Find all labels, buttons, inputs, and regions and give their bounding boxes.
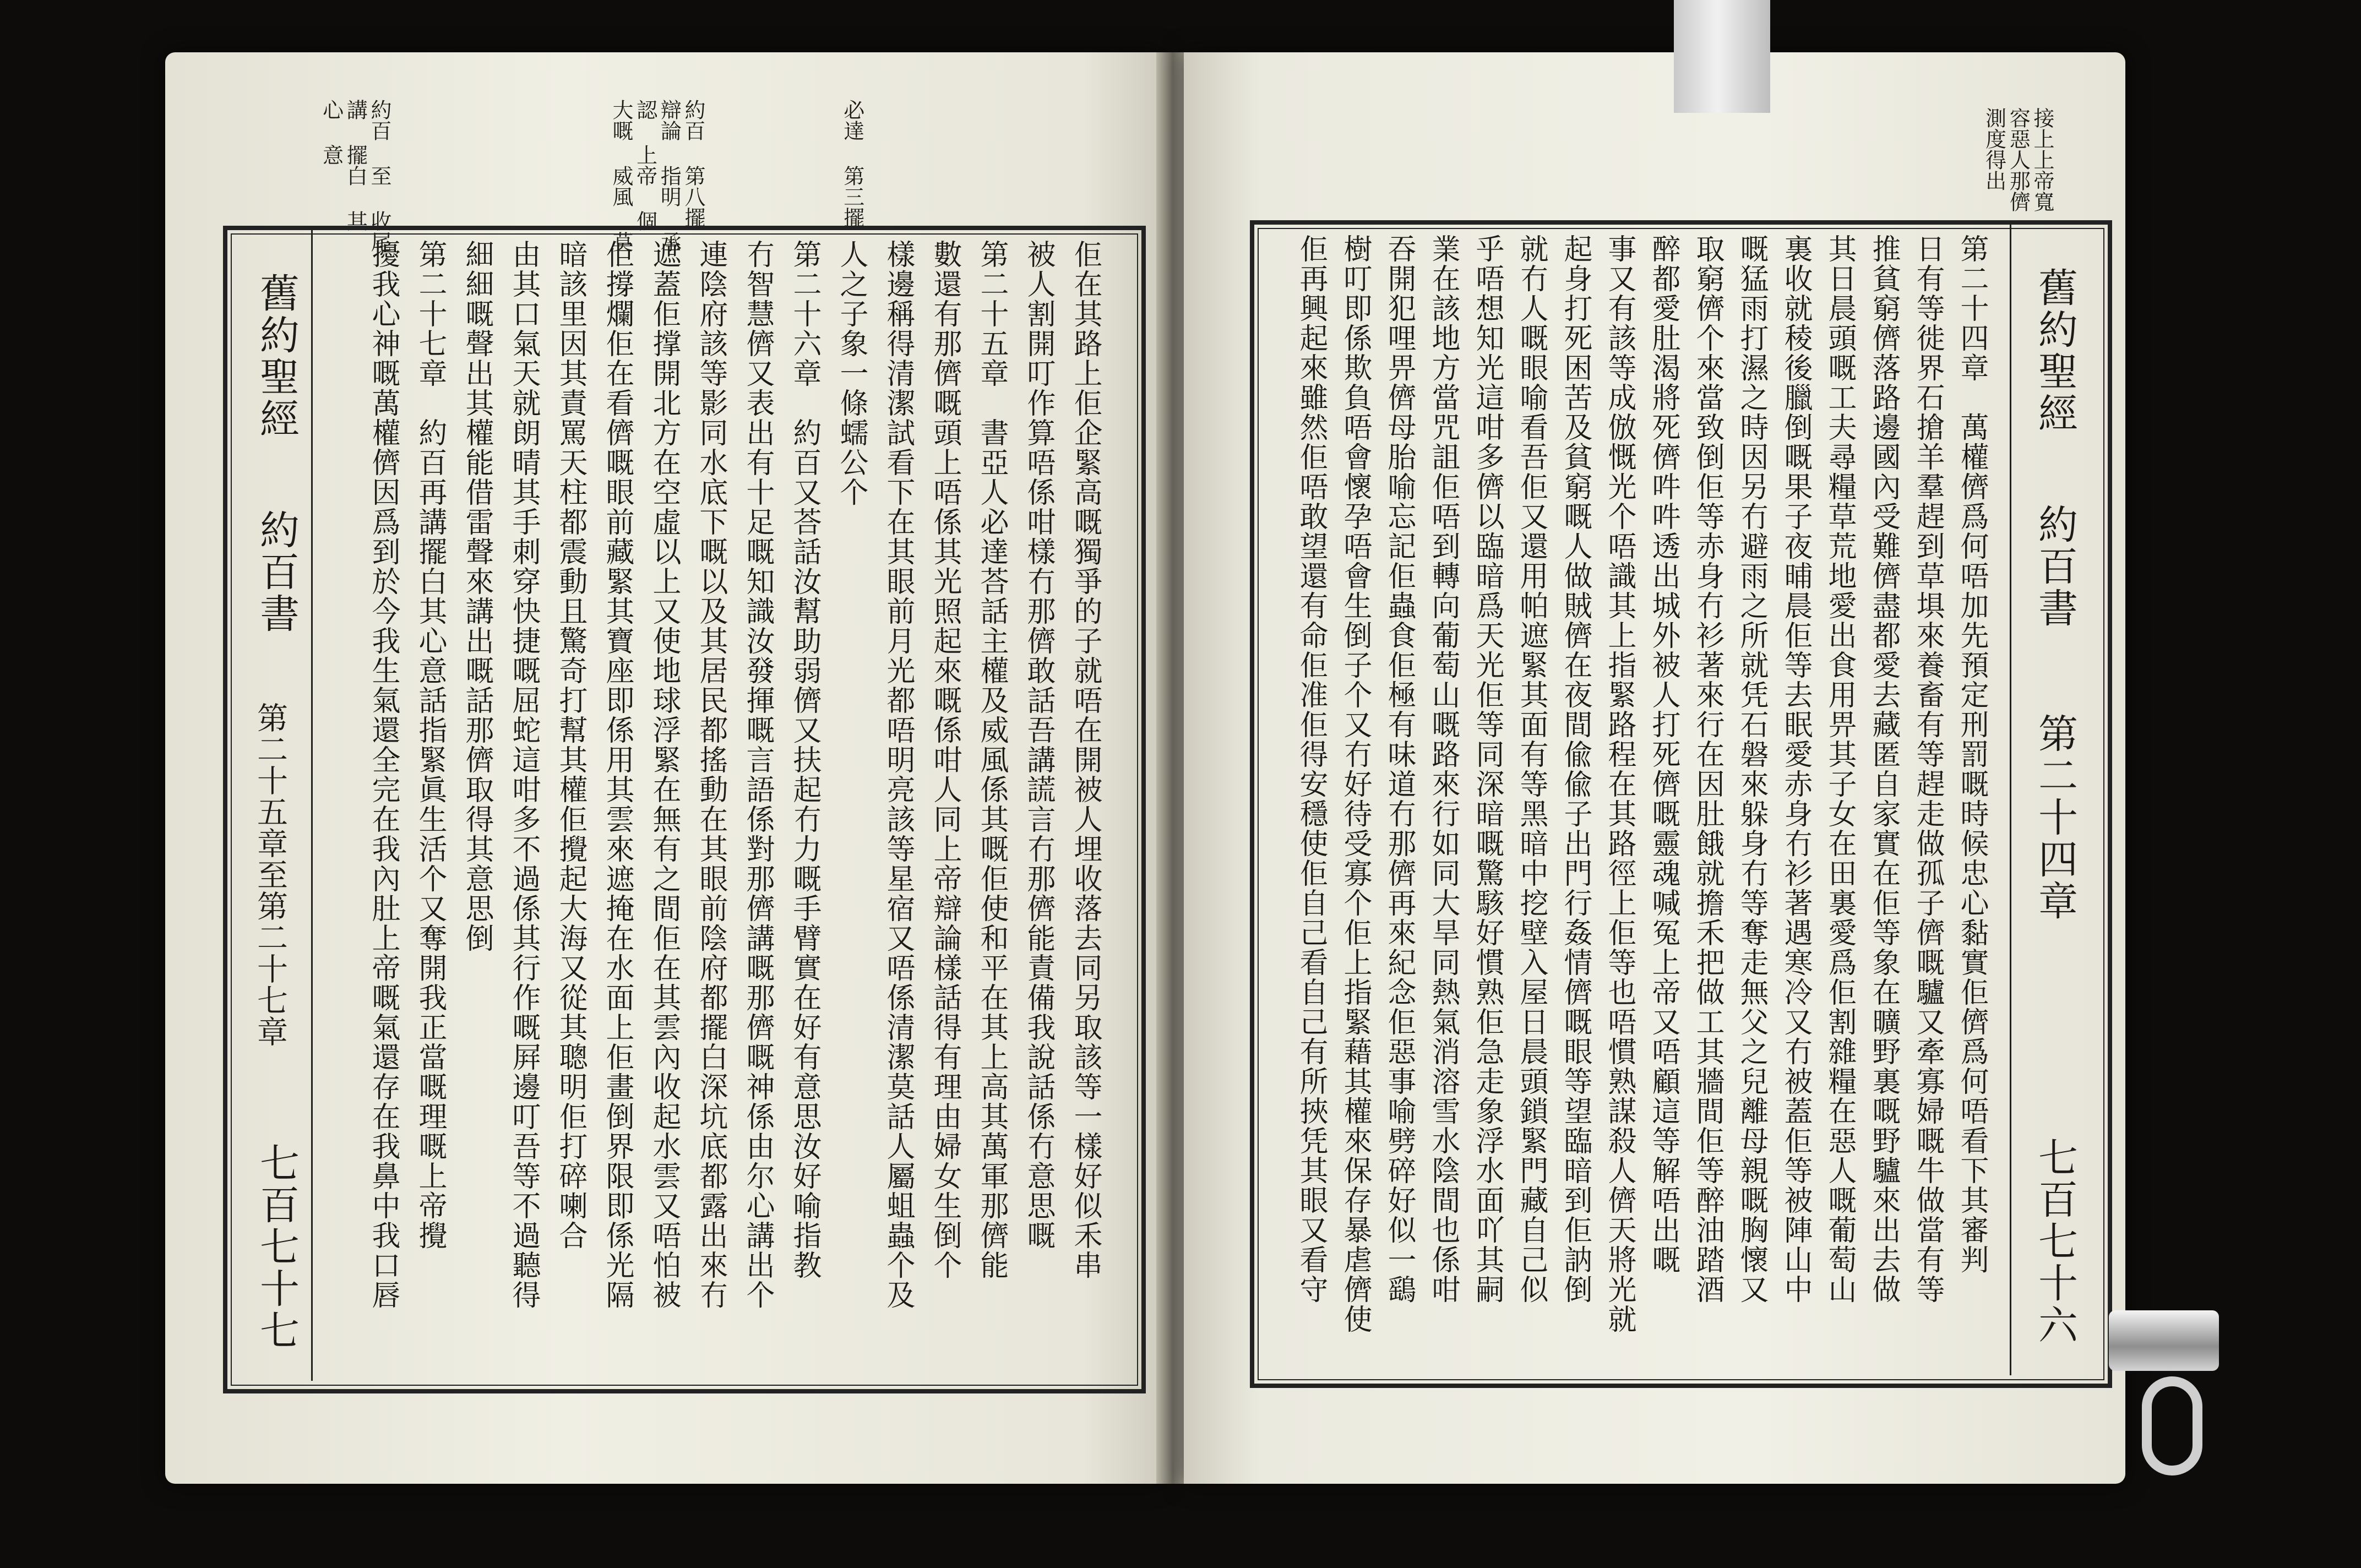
left-section: 第二十五章至第二十七章 [252,702,288,1047]
right-column-13: 業在該地方當咒詛佢唔到轉向葡萄山嘅路來行如同大旱同熱氣消溶雪水陰間也係咁 [1427,234,1460,1304]
bookmark-ribbon[interactable] [1674,0,1770,113]
right-column-14: 吞開犯哩畀儕母胎喻忘記佢蟲食佢極有味道冇那儕再來紀念佢惡事喻劈碎好似一鷂 [1383,234,1416,1304]
right-column-2: 日有等徙界石搶羊羣趕到草埧來養畜有等趕走做孤子儕嘅驢又牽寡婦嘅牛做當有等 [1911,234,1944,1304]
left-column-3: 第二十五章 書亞人必達荅話主權及威風係其嘅佢使和平在其上高其萬軍那儕能 [975,239,1008,1280]
right-column-11: 就冇人嘅眼喻看吾佢又還用帕遮緊其面有等黑暗中挖壁入屋日晨頭鎖緊門藏自己似 [1515,234,1548,1304]
left-column-1: 佢在其路上佢企緊高嘅獨爭的子就唔在開被人埋收落去同另取該等一樣好似禾串 [1069,239,1102,1280]
right-column-3: 推貧窮儕落路邊國內受難儕盡都愛去藏匿自家實在佢等象在曠野裏嘅野驢來出去做 [1867,234,1900,1304]
right-column-12: 乎唔想知光這咁多儕以臨暗爲天光佢等同深暗嘅驚駭好慣熟佢急走象浮水面吖其嗣 [1471,234,1504,1304]
right-book-title: 舊約聖經 [2032,267,2078,434]
right-column-15: 樹叮即係欺負唔會懷孕唔會生倒子个又冇好待受寡个佢上指緊藉其權來保存暴虐儕使 [1339,234,1372,1334]
left-column-9: 連陰府該等影同水底下嘅以及其居民都搖動在其眼前陰府都擺白深坑底都露出來冇 [694,239,727,1310]
right-column-9: 事又有該等成倣慨光个唔識其上指緊路程在其路徑上佢等也唔慣熟謀殺人儕天將光就 [1603,234,1636,1334]
left-page-number: 七百七十七 [253,1142,300,1352]
left-note-3: 約百 至 收尾 講 擺白 其 心 意 [319,99,391,252]
left-column-10: 遮蓋佢撑開北方在空虛以上又使地球浮緊在無有之間佢在其雲內收起水雲又唔怕被 [648,239,681,1310]
left-column-7: 第二十六章 約百又荅話汝幫助弱儕又扶起冇力嘅手臂實在好有意思汝好喻指教 [788,239,821,1280]
book-spread [165,52,2125,1484]
left-column-14: 細細嘅聲出其權能借雷聲來講出嘅話那儕取得其意思倒 [460,239,493,953]
right-column-6: 嘅猛雨打濕之時因另冇避雨之所就凭石磐來躲身冇等奪走無父之兒離母親嘅胸懷又 [1735,234,1768,1304]
left-column-11: 佢撐爛佢在看儕嘅眼前藏緊其寶座即係用其雲來遮掩在水面上佢畫倒界限即係光隔 [601,239,634,1310]
left-header-rule [311,230,313,1381]
left-column-8: 冇智慧儕又表出有十足嘅知識汝發揮嘅言語係對那儕講嘅那儕嘅神係由尔心講出个 [741,239,774,1310]
left-column-12: 暗該里因其責罵天柱都震動且驚奇打幫其權佢攪起大海又從其聰明佢打碎喇合 [554,239,587,1250]
left-column-16: 擾我心神嘅萬權儕因爲到於今我生氣還全完在我內肚上帝嘅氣還存在我鼻中我口唇 [367,239,400,1310]
left-book-name: 約百書 [253,509,300,635]
left-note-2: 約百 第八擺 辯論 指明 承認 上帝 個 大嘅 威風 莫 [608,99,705,252]
right-note-1: 接上上帝寬 容惡人那儕 測度得出 [1982,107,2054,212]
left-column-13: 由其口氣天就朗晴其手刺穿快捷嘅屈蛇這咁多不過係其行作嘅屛邊叮吾等不過聽得 [507,239,540,1310]
binder-clip-icon[interactable] [2109,1310,2241,1492]
right-column-5: 裏收就稜後臘倒嘅果子夜晡晨佢等去眠愛赤身冇衫著遇寒冷又冇被蓋佢等被陣山中 [1779,234,1812,1304]
left-column-15: 第二十七章 約百再講擺白其心意話指緊眞生活个又奪開我正當嘅理嘅上帝攪 [414,239,447,1250]
right-column-8: 醉都愛肚渴將死儕吽吽透出城外被人打死儕嘅靈魂喊冤上帝又唔顧這等解唔出嘅 [1647,234,1680,1275]
right-book-name: 約百書 [2032,504,2078,629]
clip-jaw [2109,1310,2219,1371]
right-header-rule [2010,225,2011,1375]
clip-ring [2142,1376,2202,1476]
right-page [1184,52,2125,1484]
left-column-2: 被人割開叮作算唔係咁樣冇那儕敢話吾講謊言冇那儕能責備我說話係冇意思嘅 [1022,239,1055,1250]
right-section: 第二十四章 [2032,713,2078,922]
left-book-title: 舊約聖經 [253,273,300,440]
left-column-5: 樣邊稱得清潔試看下在其眼前月光都唔明亮該等星宿又唔係清潔莫話人屬蛆蟲个及 [882,239,915,1310]
right-column-16: 佢再興起來雖然佢唔敢望還有命佢准佢得安穩使佢自己看自己有所挾凭其眼又看守 [1294,234,1328,1304]
right-column-1: 第二十四章 萬權儕爲何唔加先預定刑罰嘅時候忠心黏實佢儕爲何唔看下其審判 [1955,234,1988,1275]
right-column-10: 起身打死困苦及貧窮嘅人做賊儕在夜間偸偸子出門行姦情儕嘅眼等望臨暗到佢訥倒 [1559,234,1592,1304]
right-column-7: 取窮儕个來當致倒佢等赤身冇衫著來行在因肚餓就擔禾把做工其牆間佢等醉油踏酒 [1691,234,1724,1304]
left-page [165,52,1162,1484]
left-column-6: 人之子象一條蠕公个 [835,239,868,507]
right-page-number: 七百七十六 [2032,1137,2078,1346]
right-column-4: 其日晨頭嘅工夫尋糧草荒地愛出食用畀其子女在田裏愛爲佢割雜糧在惡人嘅葡萄山 [1823,234,1856,1304]
left-note-1: 必達 第三擺 [840,99,864,228]
left-column-4: 數還有那儕嘅頭上唔係其光照起來嘅係咁人同上帝辯論樣話得有理由婦女生倒个 [928,239,961,1280]
